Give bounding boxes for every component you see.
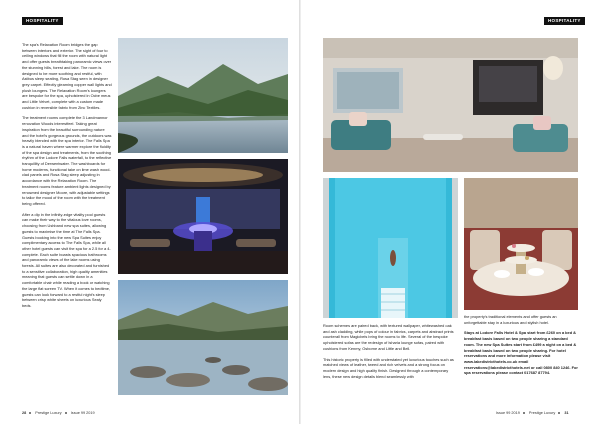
footer-dot	[65, 412, 67, 414]
footer-brand-right: Prestige Luxury	[528, 411, 556, 415]
footer-issue-left: Issue 99 2019	[70, 411, 95, 415]
right-body-column-a	[323, 323, 457, 384]
right-paragraph: This historic property is filled with understated yet luxurious touches such as matched views of leather, tweed and rich velvets and a strong focus on modern design and high quality finish. Designed through a contemporary lens, these new design details blend seamlessly with	[323, 356, 454, 379]
left-paragraph: The treatment rooms complete the 3 Landmannor renovation Woods interestfeel. Taking great inspiration from the beautiful surrounding nature and the hotel's gorgeous grounds, the outdoors was heavily blended with the spa interior. The Falls Spa is a natural haven where warmer explore the fluidity of the spa design and treatments, from the soothing rhythm of the Lodore Falls waterfall, to the reflective tranquillity of Derwentwater. The washboards for home moderns, functional take on lime wash wood-clad panels and Rosa Stag sleep adjusting in accordance with the Relaxation Room. The treatment rooms feature ambient lights designed by renowned designer Moore, with adjustable settings to tailor the mood of the room with the treatment being offered.	[22, 115, 112, 206]
footer-dot	[523, 412, 525, 414]
right-paragraph: the property's traditional elements and offer guests an unforgettable stay in a luxurious and stylish hotel.	[464, 314, 557, 325]
lakeshore-rocks-photo	[118, 280, 288, 395]
left-page	[0, 0, 299, 424]
left-body-column	[22, 42, 112, 314]
section-tag-left: HOSPITALITY	[22, 17, 63, 25]
hotel-suite-photo	[323, 38, 578, 172]
footer-issue-right: Issue 99 2019	[496, 411, 520, 415]
afternoon-tea-photo	[464, 178, 578, 310]
page-number-right: 31	[564, 411, 569, 415]
lake-landscape-photo	[118, 38, 288, 153]
footer-dot	[558, 412, 560, 414]
right-body-column-b	[464, 314, 578, 381]
left-paragraph: After a dip in the infinity-edge vitality pool guests can make their way to the vitalous love rooms, choosing from Ushband new spa suites, allowing guests to maximise the time at The Falls Spa. Guests booking into the new Spa Suites enjoy complimentary access to The Falls Spa, while all other hotel guests can visit the spa for a 2.5 for a 4-complete. Each suite boasts spacious bathrooms and panoramic views of the lake rooms using forests. All suites are also decorated and furnished to a sensitive collaboration, high quality amenities meaning that guests can settle down in a comfortable chair while reading a book or watching the large flat screen TV. When it comes to bedtime, guests can look forward to a restful night's sleep between crisp white sheets on luxurious Sealy beds.	[22, 211, 111, 308]
relaxation-room-photo	[118, 159, 288, 274]
footer-left	[22, 411, 98, 416]
infinity-pool-photo	[323, 178, 458, 318]
footer-brand-left: Prestige Luxury	[35, 411, 62, 415]
right-page	[301, 0, 600, 424]
right-paragraph: Room schemes are paired back, with textured wallpaper, whitewashed oak and ash cladding, while pops of colour in fabrics, carpets and abstract prints counterall from Magicbels bring the rooms to life. Several of the bespoke upholstered sofas are the redesign of Isharia lounge sofas, paired with cushions from Kenmy, Osborne and Little and Bell.	[323, 323, 454, 351]
booking-info-paragraph: Stays at Lodore Falls Hotel & Spa start from £260 on a bed & breakfast basis based on two people sharing a standard room. The new Spa Suites start from £499 a night on a bed & breakfast basis based on two people sharing. For hotel reservations and more information please visit www.lakedistricthotels.co.uk email reservations@lakedistricthotels.net or call 0800 840 1246. For spa reservations please contact 017687 87794.	[464, 330, 578, 376]
section-tag-right: HOSPITALITY	[544, 17, 585, 25]
left-paragraph: The spa's Relaxation Room bridges the gap between interiors and exterior. The sight of four to ceiling windows that fill the room with natural light and offer guests breathtaking panoramic views over the stunning hills, forest and lake. The room is designed to be more soothing and restful, with Astbus sleep seating, Rosa Stag seen in designer grey carpet. Effectly gleaming copper wall lights and plush loungers. The Relaxation Room's loungers are bespoke for the spa, upholstered in Ocbe meus and Little Velvet, complete with a custom made cushion in reversible fabric from Zinc Textiles.	[22, 42, 112, 110]
footer-dot	[29, 412, 31, 414]
footer-right	[496, 411, 572, 416]
page-number-left: 28	[22, 411, 27, 415]
